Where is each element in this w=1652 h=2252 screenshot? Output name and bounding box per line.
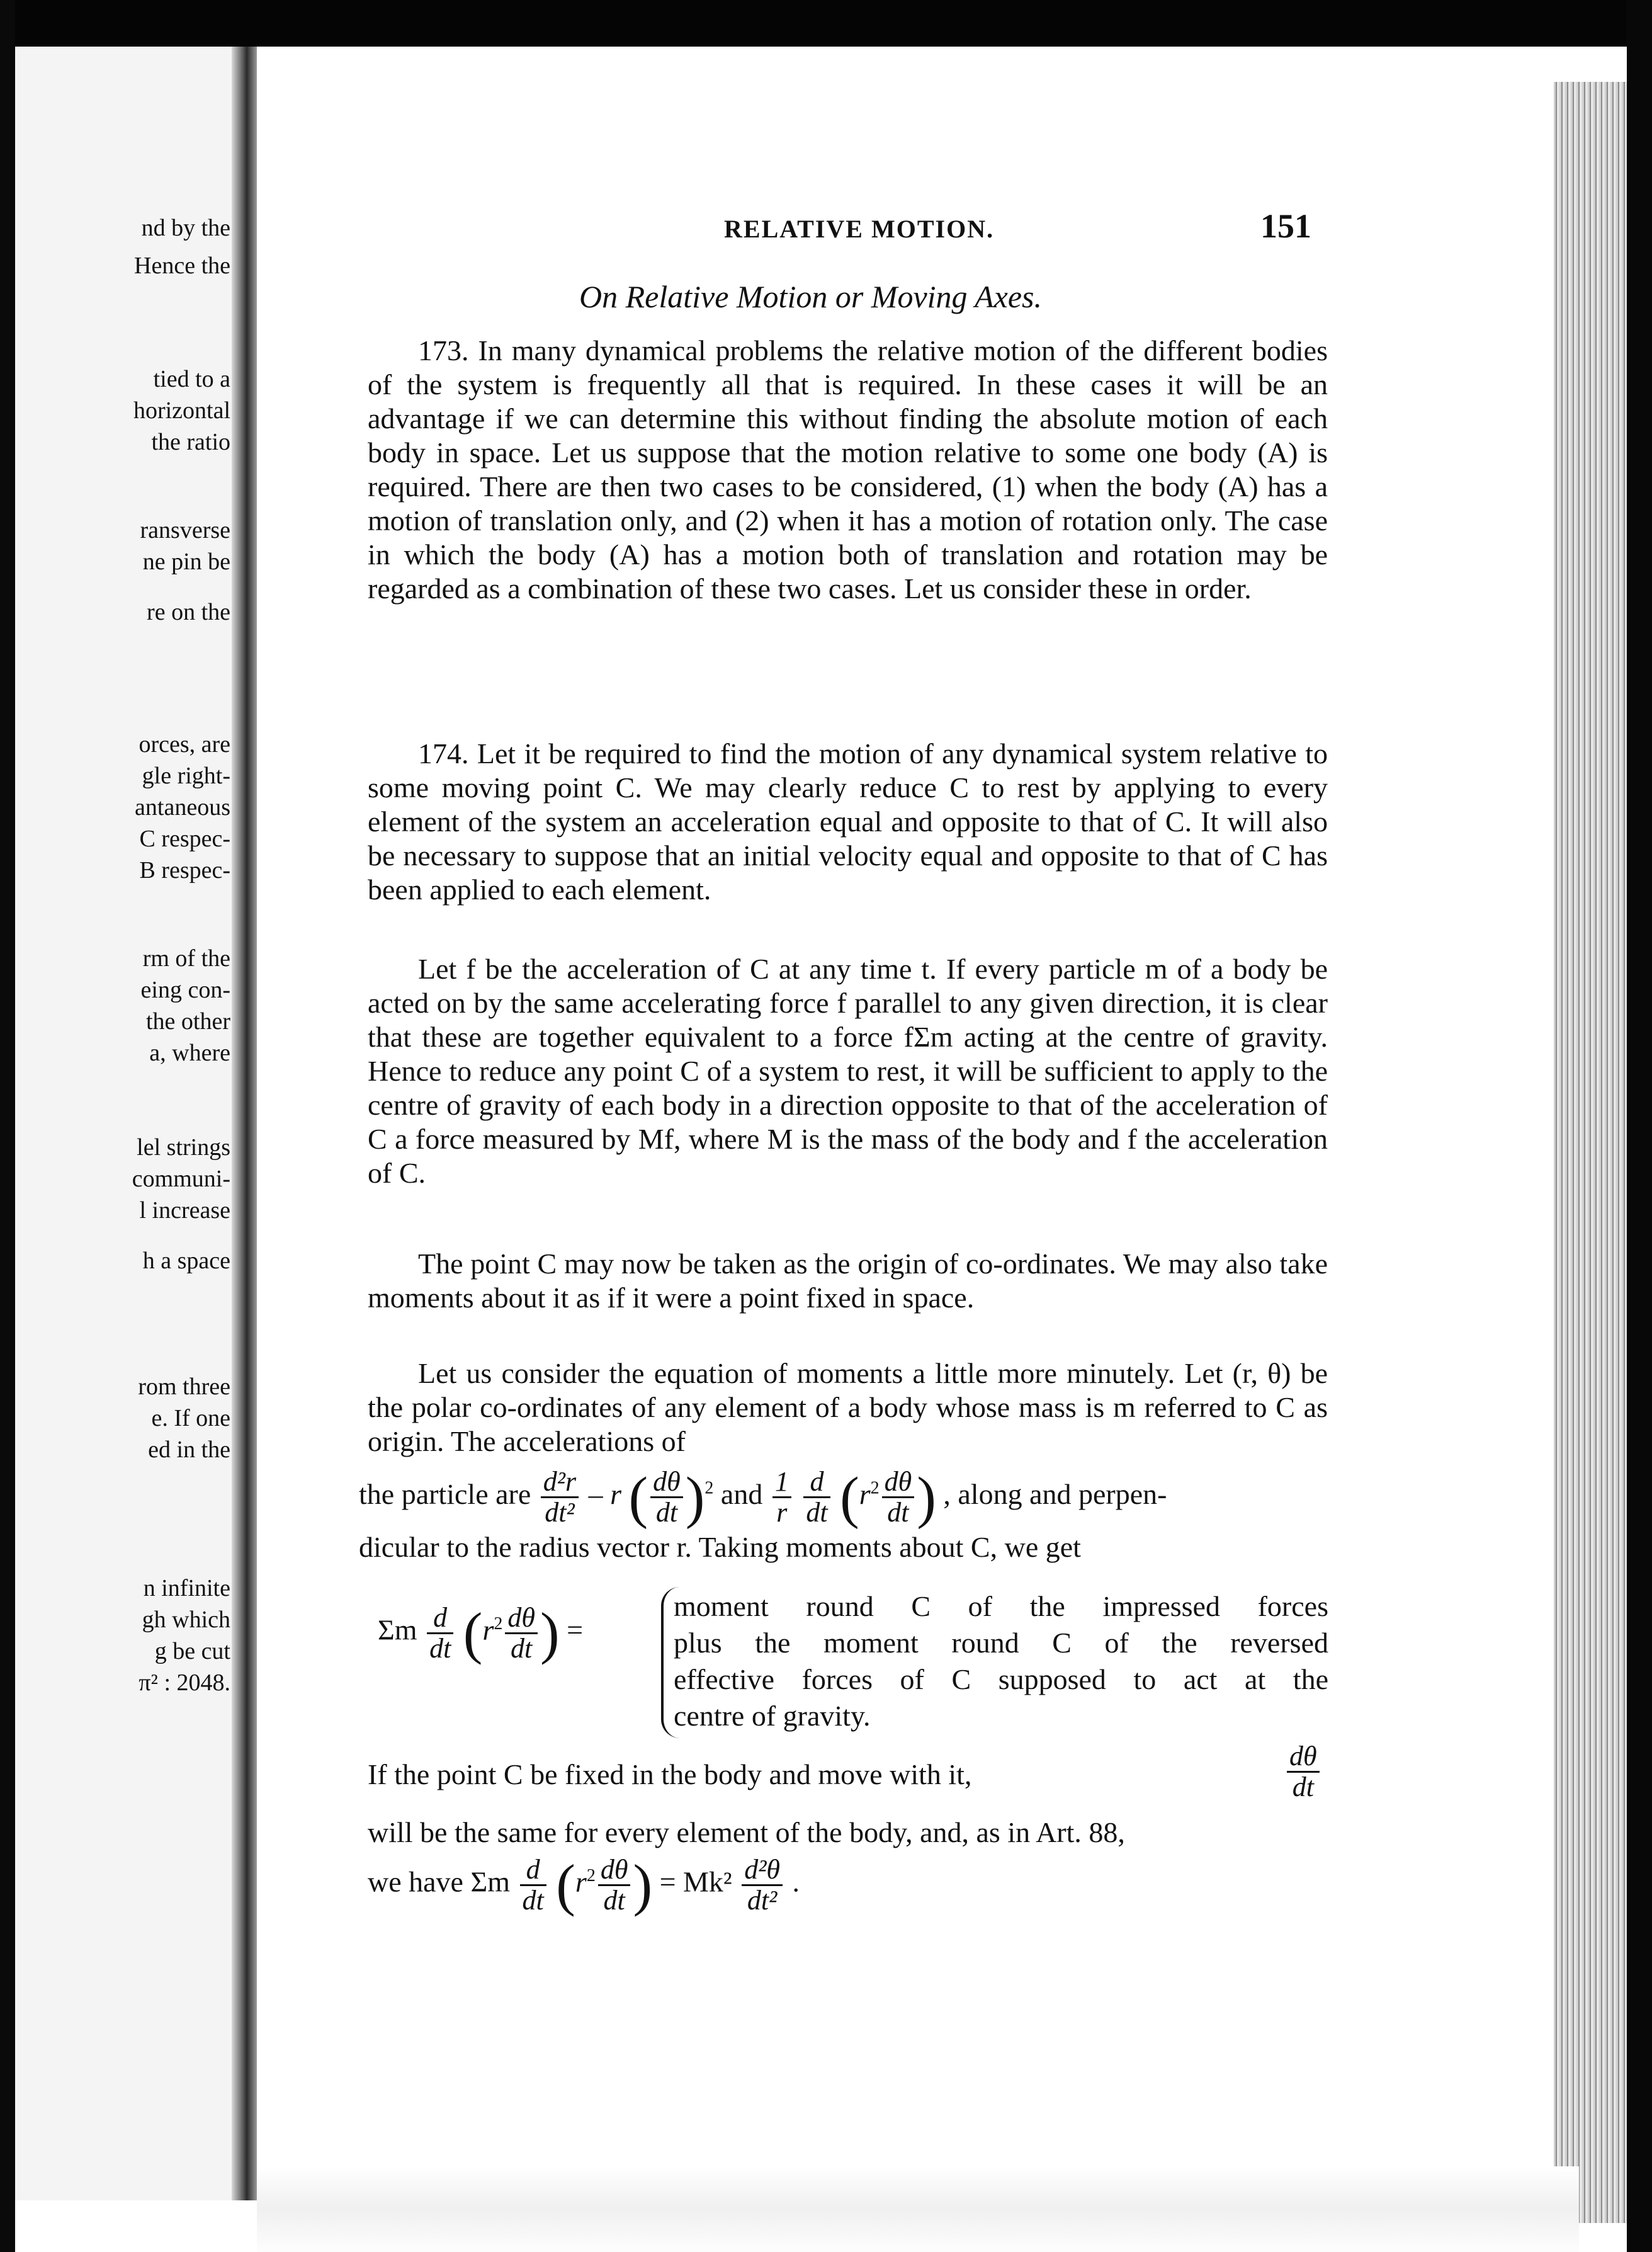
left-page-fragment: C respec- [139,826,230,852]
left-page-fragment: e. If one [151,1405,230,1431]
brace-line: effective forces of C supposed to act at the [674,1663,1328,1695]
page-edges [1554,82,1627,2223]
dtheta-dt-fraction-2: $\frac{d\theta}{dt}$ [882,1467,915,1527]
brace-line: plus the moment round C of the reversed [674,1627,1328,1659]
scan-frame-top [0,0,1652,47]
paragraph-174: 174. Let it be required to find the motion of any dynamical system relative to some moving point C. We may clearly reduce C to rest by applying to every element of the system an acceleration equal and opposite to that of C. It will also be necessary to suppose that an initial velocity equal and opposite to that of C has been applied to each element. [368,737,1328,906]
left-page-fragment: h a space [142,1248,230,1274]
d-dt-fraction: $\frac{d}{dt}$ [803,1467,830,1527]
final-equation: we have Σm $\frac{d}{dt}$ ($r^2$ $\frac{d\theta}{dt}$ ) = Mk² $\frac{\text{d²θ}}{\text{dt²}}$ . [368,1853,800,1917]
left-page-fragment: ransverse [140,517,230,543]
left-page-fragment: the ratio [151,429,230,455]
acceleration-tail: dicular to the radius vector r. Taking moments about C, we get [359,1531,1081,1563]
paragraph-acceleration: Let f be the acceleration of C at any time t. If every particle m of a body be acted on by the same accelerating force f parallel to any given direction, it is clear that these are together equivalent to a force fΣm acting at the centre of gravity. Hence to reduce any point C of a system to rest, it will be sufficient to apply to the centre of gravity of each body in a direction opposite to that of the acceleration of C a force measured by Mf, where M is the mass of the body and f the acceleration of C. [368,953,1328,1189]
dtheta-dt-fraction: $\frac{d\theta}{dt}$ [650,1467,683,1527]
dtheta-dt-fraction-3: $\frac{d\theta}{dt}$ [1287,1742,1320,1802]
left-page-fragment: re on the [147,599,230,625]
left-page-fragment: a, where [149,1040,230,1066]
left-page-fragment: rm of the [142,945,230,972]
brace-line: centre of gravity. [674,1700,871,1732]
page-number: 151 [1260,207,1311,245]
left-page-fragment: antaneous [135,794,230,821]
scan-frame-right [1627,0,1652,2252]
paragraph-173: 173. In many dynamical problems the relative motion of the different bodies of the system is frequently all that is required. In these cases it will be an advantage if we can determine this without finding the absolute motion of each body in space. Let us suppose that the motion relative to some one body (A) is required. There are then two cases to be considered, (1) when the body (A) has a motion of translation only, and (2) when it has a motion of rotation only. The case in which the body (A) has a motion both of translation and rotation may be regarded as a combination of these two cases. Let us consider these in order. [368,334,1328,605]
left-page-fragment: B respec- [139,857,230,884]
left-page-fragment: gh which [142,1607,230,1633]
left-page-fragment: g be cut [154,1638,230,1664]
left-page-fragment: nd by the [141,215,230,241]
brace-line: moment round C of the impressed forces [674,1590,1328,1622]
moment-equation-rhs [674,1588,1328,1734]
left-page-fragment: the other [145,1008,230,1035]
scan-frame-left [0,0,15,2252]
accel-prefix: the particle are [359,1478,531,1511]
moment-equation-lhs: Σm $\frac{d}{dt}$ ($r^2$ $\frac{d\theta}{dt}$ ) = [378,1601,584,1665]
fixed-point-line-1: If the point C be fixed in the body and move with it, [368,1758,972,1790]
page-bottom [257,2166,1579,2252]
paragraph-moments: Let us consider the equation of moments a little more minutely. Let (r, θ) be the polar co-ordinates of any element of a body whose mass is m referred to C as origin. The accelerations of [368,1357,1328,1457]
left-page-fragment: l increase [139,1197,230,1224]
left-page-fragment: rom three [138,1373,230,1400]
running-title: RELATIVE MOTION. [724,215,995,243]
left-page-fragment: tied to a [153,366,230,392]
section-title: On Relative Motion or Moving Axes. [579,279,1043,314]
fixed-point-line-2: will be the same for every element of the body, and, as in Art. 88, [368,1816,1125,1848]
paragraph-origin: The point C may now be taken as the origin of co-ordinates. We may also take moments about it as if it were a point fixed in space. [368,1248,1328,1314]
one-over-r-fraction: $\frac{1}{r}$ [772,1467,791,1527]
left-page-fragment: n infinite [143,1575,230,1601]
final-prefix: we have Σm [368,1865,511,1898]
sum-m: Σm [378,1613,417,1646]
d2r-dt2-fraction: $\frac{\text{d²r}}{\text{dt²}}$ [541,1467,579,1527]
accel-and: and [720,1478,763,1511]
left-page-fragment: horizontal [133,397,230,424]
left-page-fragment: Hence the [134,253,230,279]
left-page-fragment: gle right- [142,763,230,789]
final-rhs: = Mk² [659,1865,732,1898]
left-page-fragment: eing con- [140,977,230,1003]
accel-suffix: , along and perpen- [943,1478,1167,1511]
left-page-fragment: communi- [132,1166,230,1192]
left-page-fragment: lel strings [137,1134,230,1161]
left-page [15,47,242,2200]
book-gutter [232,47,257,2200]
left-page-fragment: π² : 2048. [139,1669,230,1696]
left-page-fragment: ne pin be [142,549,230,575]
left-page-fragment: orces, are [139,731,230,758]
left-page-fragment: ed in the [148,1436,230,1463]
acceleration-equation: the particle are $\frac{\text{d²r}}{\text{dt²}}$ – r ( $\frac{d\theta}{dt}$ )$^2$ and $\frac{1}{r}$ $\frac{d}{dt}$ ($r^2$ $\frac{d\theta}{dt}$ ) , along and perpen- [359,1465,1167,1530]
